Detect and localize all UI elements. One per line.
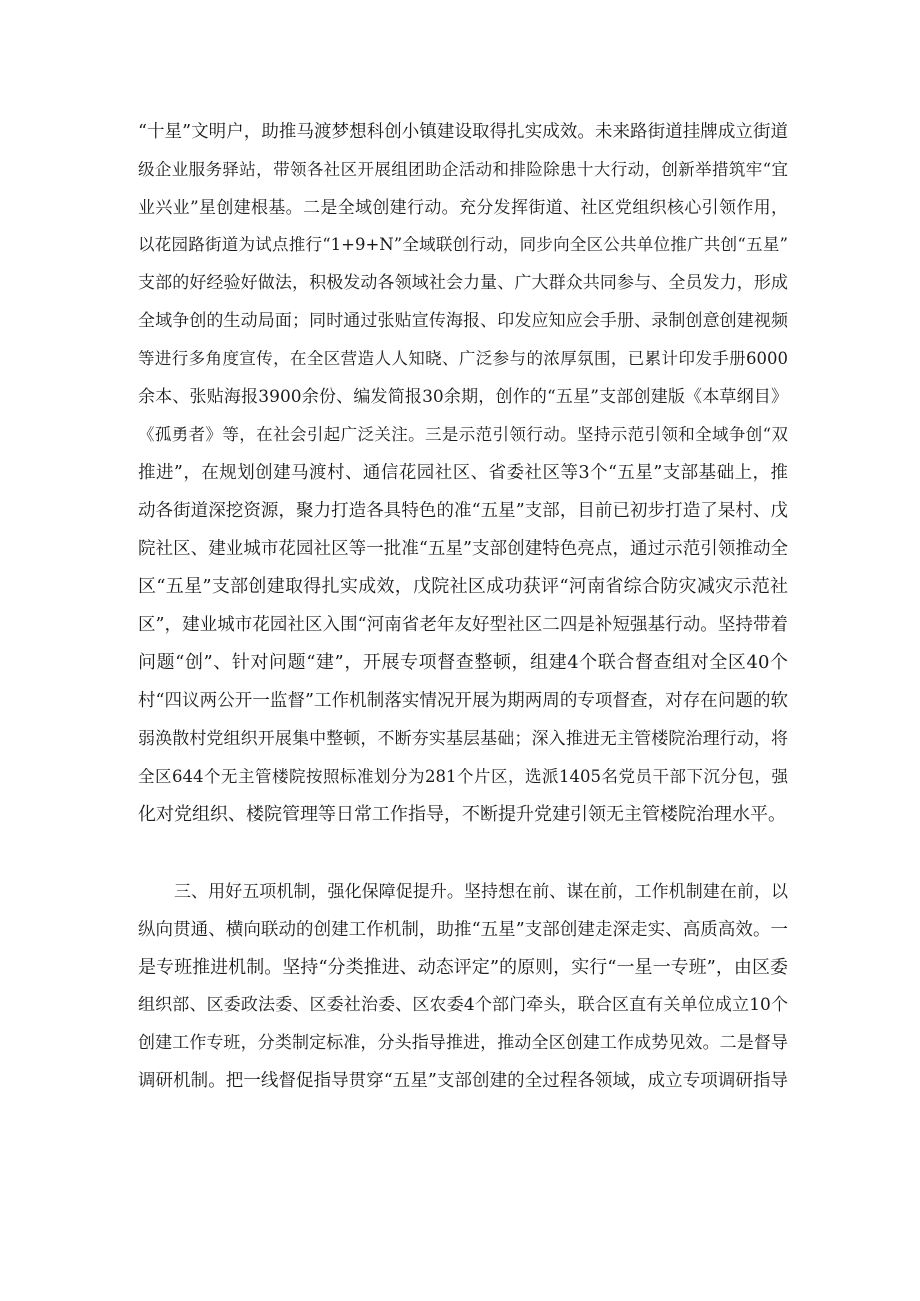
- text-line: 区”，建业城市花园社区入围“河南省老年友好型社区二四是补短强基行动。坚持带着: [138, 615, 788, 635]
- text-line: 《孤勇者》等，在社会引起广泛关注。三是示范引领行动。坚持示范引领和全域争创“双: [138, 425, 788, 444]
- text-line: 全区644个无主管楼院按照标准划分为281个片区，选派1405名党员干部下沉分包，强: [138, 767, 788, 786]
- text-line: 等进行多角度宣传，在全区营造人人知晓、广泛参与的浓厚氛围，已累计印发手册6000: [138, 349, 788, 368]
- text-line: 院社区、建业城市花园社区等一批准“五星”支部创建特色亮点，通过示范引领推动全: [138, 539, 788, 559]
- text-line: 是专班推进机制。坚持“分类推进、动态评定”的原则，实行“一星一专班”，由区委: [138, 957, 788, 978]
- text-line: 动各街道深挖资源，聚力打造各具特色的准“五星”支部，目前已初步打造了杲村、戊: [138, 501, 788, 521]
- text-line: 村“四议两公开一监督”工作机制落实情况开展为期两周的专项督查，对存在问题的软: [138, 691, 788, 711]
- text-line: 全域争创的生动局面；同时通过张贴宣传海报、印发应知应会手册、录制创意创建视频: [138, 311, 788, 331]
- text-line: 纵向贯通、横向联动的创建工作机制，助推“五星”支部创建走深走实、高质高效。一: [138, 920, 788, 940]
- text-line: 余本、张贴海报3900余份、编发简报30余期，创作的“五星”支部创建版《本草纲目》: [138, 387, 788, 407]
- text-line: 支部的好经验好做法，积极发动各领域社会力量、广大群众共同参与、全员发力，形成: [138, 273, 788, 293]
- text-line: 化对党组织、楼院管理等日常工作指导，不断提升党建引领无主管楼院治理水平。: [138, 804, 786, 825]
- text-line: 业兴业”星创建根基。二是全域创建行动。充分发挥街道、社区党组织核心引领作用，: [138, 198, 788, 218]
- text-line: “十星”文明户，助推马渡梦想科创小镇建设取得扎实成效。未来路街道挂牌成立街道: [138, 122, 788, 142]
- text-line: 弱涣散村党组织开展集中整顿，不断夯实基层基础；深入推进无主管楼院治理行动，将: [138, 729, 788, 749]
- text-line: 级企业服务驿站，带领各社区开展组团助企活动和排险除患十大行动，创新举措筑牢“宜: [138, 160, 788, 179]
- text-line: 组织部、区委政法委、区委社治委、区农委4个部门牵头，联合区直有关单位成立10个: [138, 995, 788, 1015]
- text-line: 以花园路街道为试点推行“1+9+N”全域联创行动，同步向全区公共单位推广共创“五星”: [138, 235, 788, 254]
- text-line: 三、用好五项机制，强化保障促提升。坚持想在前、谋在前，工作机制建在前，以: [174, 882, 788, 902]
- text-line: 调研机制。把一线督促指导贯穿“五星”支部创建的全过程各领域，成立专项调研指导: [138, 1071, 788, 1091]
- text-line: 推进”，在规划创建马渡村、通信花园社区、省委社区等3个“五星”支部基础上，推: [138, 463, 788, 483]
- text-line: 创建工作专班，分类制定标准，分头指导推进，推动全区创建工作成势见效。二是督导: [138, 1033, 788, 1053]
- text-line: 问题“创”、针对问题“建”，开展专项督查整顿，组建4个联合督查组对全区40个: [138, 652, 788, 673]
- text-line: 区“五星”支部创建取得扎实成效，戊院社区成功获评“河南省综合防灾减灾示范社: [138, 576, 788, 597]
